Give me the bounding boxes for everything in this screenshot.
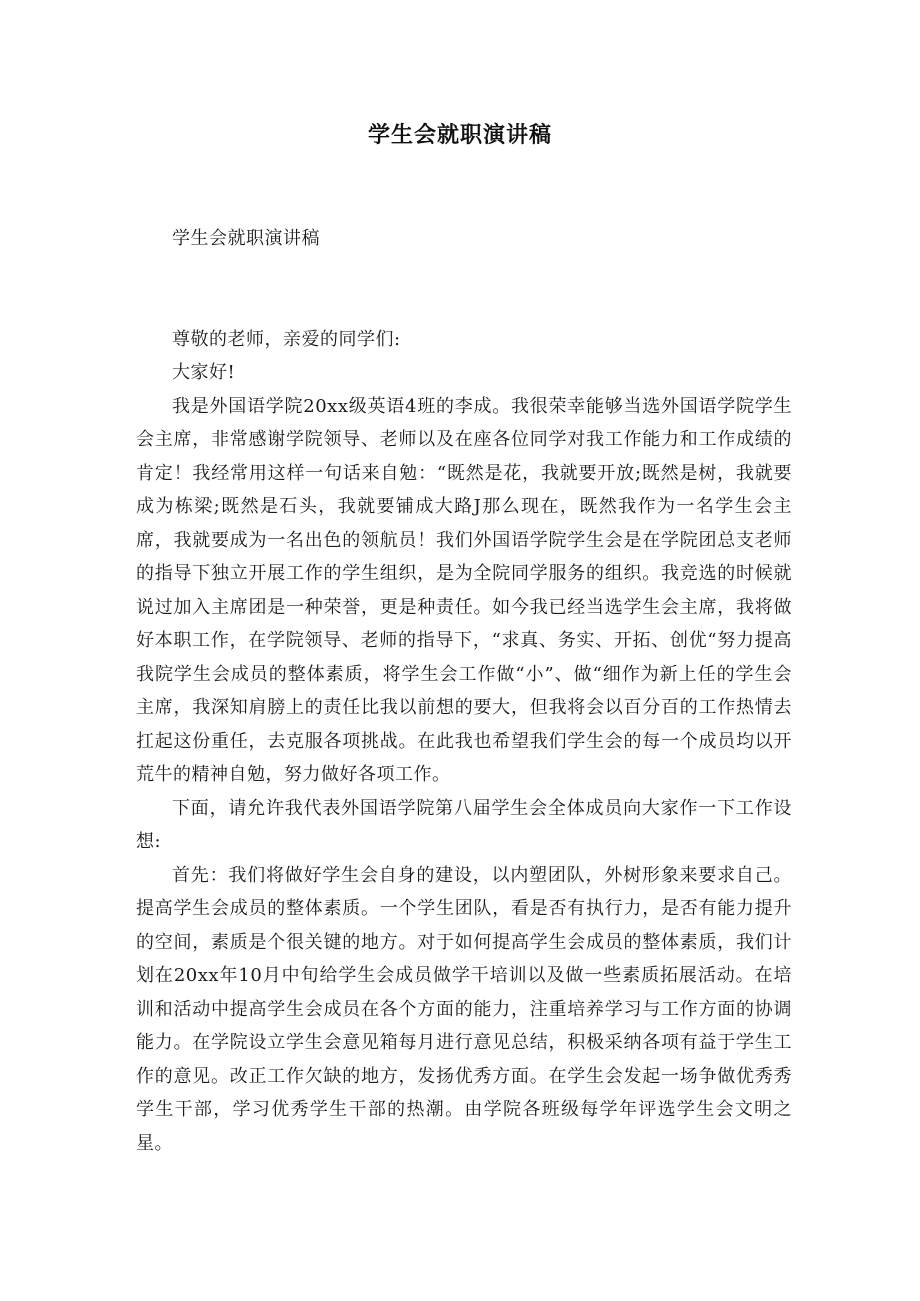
- paragraph-introduction: 我是外国语学院20xx级英语4班的李成。我很荣幸能够当选外国语学院学生会主席，非常感谢学院领导、老师以及在座各位同学对我工作能力和工作成绩的肯定！我经常用这样一句话来自勉：“既然是花，我就要开放;既然是树，我就要成为栋梁;既然是石头，我就要铺成大路J那么现在，既然我作为一名学生会主席，我就要成为一名出色的领航员！我们外国语学院学生会是在学院团总支老师的指导下独立开展工作的学生组织，是为全院同学服务的组织。我竞选的时候就说过加入主席团是一种荣誉，更是种责任。如今我已经当选学生会主席，我将做好本职工作，在学院领导、老师的指导下，“求真、务实、开拓、创优“努力提高我院学生会成员的整体素质，将学生会工作做“小”、做“细作为新上任的学生会主席，我深知肩膀上的责任比我以前想的要大，但我将会以百分百的工作热情去扛起这份重任，去克服各项挑战。在此我也希望我们学生会的每一个成员均以开荒牛的精神自勉，努力做好各项工作。: [136, 395, 792, 785]
- blank-line: [136, 289, 792, 323]
- greeting-line: 尊敬的老师，亲爱的同学们:: [172, 328, 401, 350]
- document-title: 学生会就职演讲稿: [367, 123, 552, 148]
- paragraph-plan-intro: 下面，请允许我代表外国语学院第八届学生会全体成员向大家作一下工作设想:: [136, 797, 792, 852]
- hello-line: 大家好!: [172, 362, 236, 383]
- document-body: [136, 222, 792, 1160]
- document-subtitle: 学生会就职演讲稿: [172, 228, 320, 249]
- paragraph-first-plan: 首先：我们将做好学生会自身的建设，以内塑团队，外树形象来要求自己。提高学生会成员的整体素质。一个学生团队，看是否有执行力，是否有能力提升的空间，素质是个很关键的地方。对于如何提高学生会成员的整体素质，我们计划在20xx年10月中旬给学生会成员做学干培训以及做一些素质拓展活动。在培训和活动中提高学生会成员在各个方面的能力，注重培养学习与工作方面的协调能力。在学院设立学生会意见箱每月进行意见总结，积极采纳各项有益于学生工作的意见。改正工作欠缺的地方，发扬优秀方面。在学生会发起一场争做优秀秀学生干部，学习优秀学生干部的热潮。由学院各班级每学年评选学生会文明之星。: [136, 864, 792, 1154]
